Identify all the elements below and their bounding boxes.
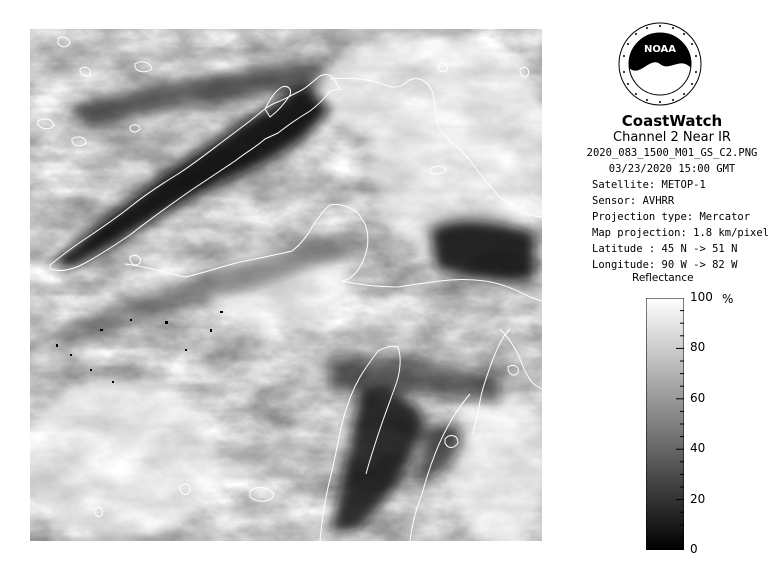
map-projection-label: Map projection: 1.8 km/pixel bbox=[592, 227, 770, 239]
scale-unit: % bbox=[722, 292, 734, 306]
scale-tick-label-0: 0 bbox=[690, 542, 698, 556]
longitude-label: Longitude: 90 W -> 82 W bbox=[592, 259, 738, 271]
logo-text: NOAA bbox=[643, 44, 677, 55]
scale-tick-label-40: 40 bbox=[690, 441, 706, 456]
satellite-image bbox=[30, 29, 542, 541]
filename-label: 2020_083_1500_M01_GS_C2.PNG bbox=[586, 147, 758, 159]
noaa-logo bbox=[618, 22, 702, 106]
datetime-label: 03/23/2020 15:00 GMT bbox=[608, 163, 736, 175]
scale-tick-label-60: 60 bbox=[690, 390, 706, 405]
sensor-label: Sensor: AVHRR bbox=[592, 195, 675, 207]
product-title: CoastWatch bbox=[621, 112, 723, 130]
scale-tick-label-20: 20 bbox=[690, 491, 706, 506]
reflectance-color-scale bbox=[646, 298, 684, 550]
latitude-label: Latitude : 45 N -> 51 N bbox=[592, 243, 738, 255]
scale-title: Reflectance bbox=[632, 272, 694, 284]
projection-type-label: Projection type: Mercator bbox=[592, 211, 751, 223]
satellite-label: Satellite: METOP-1 bbox=[592, 179, 706, 191]
scale-tick-label-80: 80 bbox=[690, 340, 706, 355]
scale-tick-label-100: 100 bbox=[690, 290, 713, 304]
channel-label: Channel 2 Near IR bbox=[613, 130, 731, 145]
